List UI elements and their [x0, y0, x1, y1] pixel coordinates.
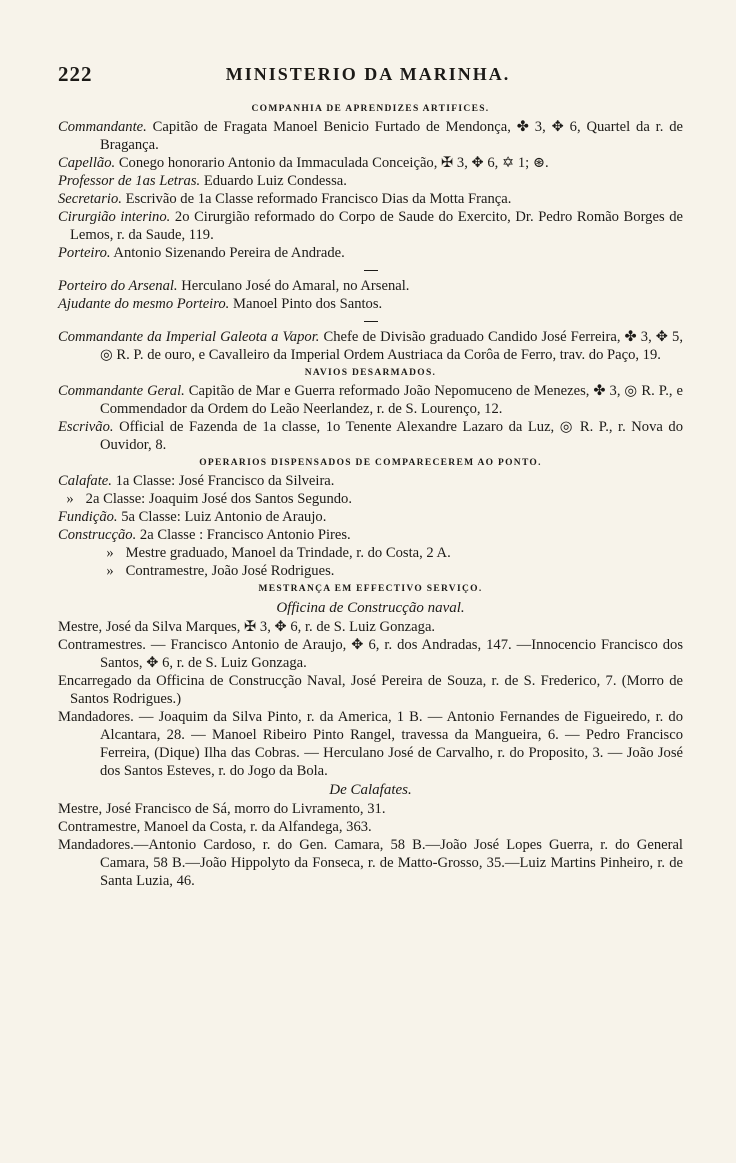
entry-commandante-geral: Commandante Geral. Capitão de Mar e Guerra reformado João Nepomuceno de Menezes, ✤ 3, ◎ R. P., e Commendador da Ordem do Leão Neerlandez, r. de S. Lourenço, 12.: [58, 383, 683, 417]
line-mestre-graduado: » Mestre graduado, Manoel da Trindade, r. do Costa, 2 A.: [106, 545, 451, 561]
entry-mandadores-calafates: Mandadores.—Antonio Cardoso, r. do Gen. Camara, 58 B.—João José Lopes Guerra, r. do General Camara, 58 B.—João Hippolyto da Fonseca, r. de Matto-Grosso, 35.—Luiz Martins Pinheiro, r. de Santa Luzia, 46.: [58, 837, 683, 889]
entry-mestre: Mestre, José da Silva Marques, ✠ 3, ✥ 6, r. de S. Luiz Gonzaga.: [58, 619, 436, 635]
entry-commandante: Commandante. Capitão de Fragata Manoel Benicio Furtado de Mendonça, ✤ 3, ✥ 6, Quartel da r. de Bragança.: [58, 119, 683, 153]
line-calafate: Calafate. 1a Classe: José Francisco da Silveira.: [58, 473, 335, 489]
entry-contramestres: Contramestres. — Francisco Antonio de Araujo, ✥ 6, r. dos Andradas, 147. —Innocencio Francisco dos Santos, ✥ 6, r. de S. Luiz Gonzaga.: [58, 637, 683, 671]
entry-contramestre-calafates: Contramestre, Manoel da Costa, r. da Alfandega, 363.: [58, 819, 372, 835]
line-fundicao: Fundição. 5a Classe: Luiz Antonio de Araujo.: [58, 509, 327, 525]
running-title: MINISTERIO DA MARINHA.: [225, 64, 511, 84]
entry-ajudante-porteiro: Ajudante do mesmo Porteiro. Manoel Pinto dos Santos.: [58, 296, 383, 312]
entry-mestre-calafates: Mestre, José Francisco de Sá, morro do Livramento, 31.: [58, 801, 386, 817]
line-calafate-2: » 2a Classe: Joaquim José dos Santos Segundo.: [66, 491, 352, 507]
entry-porteiro: Porteiro. Antonio Sizenando Pereira de Andrade.: [58, 245, 345, 261]
entry-escrivao: Escrivão. Official de Fazenda de 1a classe, 1o Tenente Alexandre Lazaro da Luz, ◎ R. P., r. Nova do Ouvidor, 8.: [58, 419, 683, 453]
section-divider: [364, 270, 378, 271]
section-title-mestranca: MESTRANÇA EM EFFECTIVO SERVIÇO.: [258, 584, 483, 594]
line-contramestre: » Contramestre, João José Rodrigues.: [106, 563, 335, 579]
page-header: [0, 62, 736, 92]
entry-porteiro-arsenal: Porteiro do Arsenal. Herculano José do Amaral, no Arsenal.: [58, 278, 410, 294]
section-title-companhia: COMPANHIA DE APRENDIZES ARTIFICES.: [251, 104, 490, 114]
subtitle-construccao-naval: Officina de Construcção naval.: [276, 600, 465, 616]
entry-capellao: Capellão. Conego honorario Antonio da Immaculada Conceição, ✠ 3, ✥ 6, ✡ 1; ⊛.: [58, 155, 549, 171]
section-title-navios: NAVIOS DESARMADOS.: [304, 368, 437, 378]
line-construccao: Construcção. 2a Classe : Francisco Antonio Pires.: [58, 527, 351, 543]
page-number: 222: [58, 62, 93, 86]
entry-cirurgiao: Cirurgião interino. 2o Cirurgião reformado do Corpo de Saude do Exercito, Dr. Pedro Romão Borges de Lemos, r. da Saude, 119.: [58, 209, 683, 243]
entry-commandante-galeota: Commandante da Imperial Galeota a Vapor. Chefe de Divisão graduado Candido José Ferreira, ✤ 3, ✥ 5, ◎ R. P. de ouro, e Cavalleiro da Imperial Ordem Austriaca da Corôa de Ferro, trav. do Paço, 19.: [58, 329, 683, 363]
entry-encarregado: Encarregado da Officina de Construcção Naval, José Pereira de Souza, r. de S. Frederico, 7. (Morro de Santos Rodrigues.): [58, 673, 683, 707]
entry-mandadores: Mandadores. — Joaquim da Silva Pinto, r. da America, 1 B. — Antonio Fernandes de Figueiredo, r. do Alcantara, 28. — Manoel Ribeiro Pinto Rangel, travessa da Mangueira, 6. — Pedro Francisco Ferreira, (Dique) Ilha das Cobras. — Herculano José de Carvalho, r. do Proposito, 3. — João José dos Santos Esteves, r. do Jogo da Bola.: [58, 709, 683, 779]
entry-professor: Professor de 1as Letras. Eduardo Luiz Condessa.: [58, 173, 347, 189]
entry-secretario: Secretario. Escrivão de 1a Classe reformado Francisco Dias da Motta França.: [58, 191, 512, 207]
section-divider: [364, 321, 378, 322]
subtitle-calafates: De Calafates.: [329, 782, 412, 798]
section-title-operarios: OPERARIOS DISPENSADOS DE COMPARECEREM AO PONTO.: [199, 458, 542, 468]
page-body: [58, 100, 683, 890]
